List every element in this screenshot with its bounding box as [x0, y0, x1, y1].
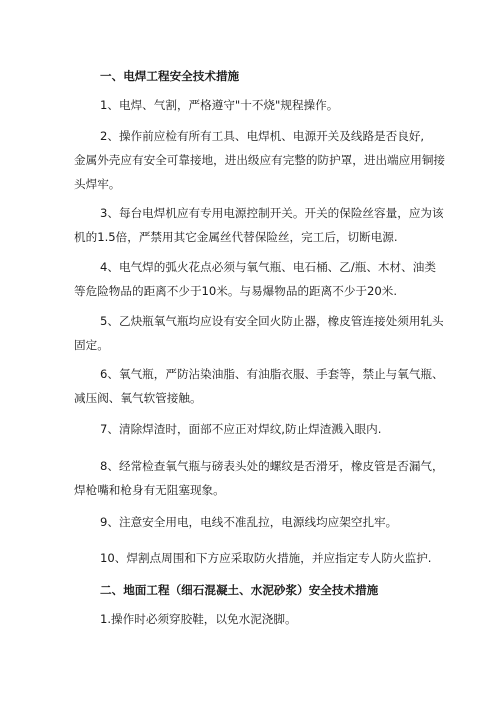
s1-item-6-line-1: 6、氧气瓶，严防沾染油脂、有油脂衣服、手套等，禁止与氧气瓶、 [100, 367, 444, 381]
s2-item-1: 1.操作时必须穿胶鞋，以免水泥浇脚。 [100, 612, 297, 626]
s1-item-3-line-1: 3、每台电焊机应有专用电源控制开关。开关的保险丝容量，应为该 [100, 206, 444, 220]
s1-item-2-line-1: 2、操作前应检有所有工具、电焊机、电源开关及线路是否良好, [100, 129, 425, 143]
section-1-heading: 一、电焊工程安全技术措施 [100, 69, 240, 83]
s1-item-1: 1、电焊、气割，严格遵守"十不烧"规程操作。 [100, 98, 339, 112]
s1-item-6-line-2: 减压阀、氧气软管接触。 [74, 391, 202, 405]
s1-item-7: 7、清除焊渣时，面部不应正对焊纹,防止焊渣溅入眼内. [100, 422, 382, 436]
s1-item-2-line-2: 金属外壳应有安全可靠接地，进出级应有完整的防护罩，进出端应用铜接 [74, 153, 446, 167]
s1-item-4-line-1: 4、电气焊的弧火花点必须与氧气瓶、电石桶、乙/瓶、木材、油类 [100, 260, 436, 274]
s1-item-8-line-1: 8、经常检查氧气瓶与磅表头处的螺纹是否滑牙，橡皮管是否漏气， [100, 459, 444, 473]
s1-item-5-line-2: 固定。 [74, 338, 109, 352]
s1-item-9: 9、注意安全用电，电线不准乱拉，电源线均应架空扎牢。 [100, 515, 398, 529]
s1-item-3-line-2: 机的1.5倍，严禁用其它金属丝代替保险丝，完工后，切断电源. [74, 230, 398, 244]
section-2-heading: 二、地面工程（细石混凝土、水泥砂浆）安全技术措施 [100, 583, 379, 597]
s1-item-10: 10、焊割点周围和下方应采取防火措施，并应指定专人防火监护. [100, 551, 432, 565]
s1-item-2-line-3: 头焊牢。 [74, 177, 121, 191]
s1-item-8-line-2: 焊枪嘴和枪身有无阻塞现象。 [74, 483, 225, 497]
s1-item-4-line-2: 等危险物品的距离不少于10米。与易爆物品的距离不少于20米. [74, 284, 398, 298]
s1-item-5-line-1: 5、乙炔瓶氧气瓶均应设有安全回火防止器，橡皮管连接处须用轧头 [100, 314, 444, 328]
